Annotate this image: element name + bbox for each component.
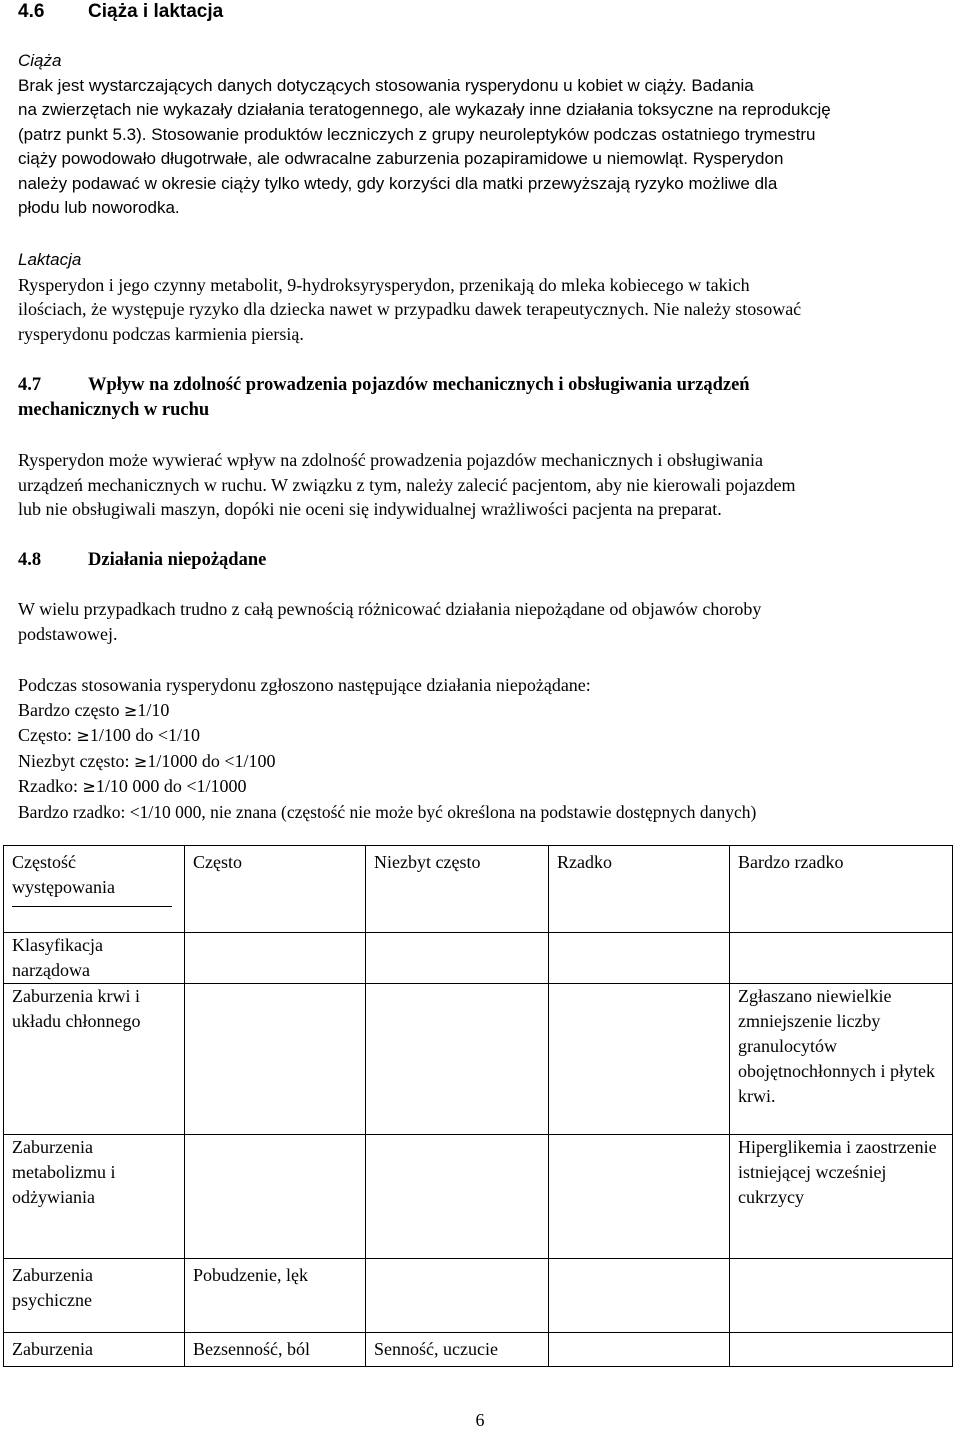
table-row	[4, 1333, 953, 1367]
pregnancy-line: (patrz punkt 5.3). Stosowanie produktów leczniczych z grupy neuroleptyków podczas ostatniego trymestru	[18, 124, 816, 144]
cell-rare	[549, 1135, 730, 1259]
section-title: Wpływ na zdolność prowadzenia pojazdów mechanicznych i obsługiwania urządzeń	[88, 375, 750, 395]
lactation-heading: Laktacja	[18, 250, 82, 269]
cell-very-rare	[730, 1333, 953, 1367]
table-row	[4, 1135, 953, 1259]
header-frequency-cell	[4, 846, 185, 933]
organ-class: Zaburzenia metabolizmu i odżywiania	[4, 1135, 185, 1259]
reported-intro: Podczas stosowania rysperydonu zgłoszono następujące działania niepożądane:	[18, 675, 591, 695]
section-4-6-heading	[18, 0, 960, 25]
frequency-line: Niezbyt często: ≥1/1000 do <1/100	[18, 750, 276, 771]
organ-class: Zaburzenia psychiczne	[4, 1259, 185, 1333]
organ-class: Zaburzenia	[4, 1333, 185, 1367]
section-title: Działania niepożądane	[88, 550, 267, 570]
body-line: podstawowej.	[18, 623, 118, 644]
table-row	[4, 984, 953, 1135]
lactation-line: ilościach, że występuje ryzyko dla dziecka nawet w przypadku dawek terapeutycznych. Nie należy stosować	[18, 299, 802, 319]
lactation-line: rysperydonu podczas karmienia piersią.	[18, 323, 304, 344]
body-line: Rysperydon może wywierać wpływ na zdolność prowadzenia pojazdów mechanicznych i obsługiwania	[18, 450, 764, 470]
pregnancy-line: ciąży powodowało długotrwałe, ale odwracalne zaburzenia pozapiramidowe u niemowląt. Rysperydon	[18, 149, 784, 168]
frequency-label: Częstość występowania	[12, 850, 172, 907]
cell-often: Bezsenność, ból	[185, 1333, 366, 1367]
cell-uncommon	[366, 984, 549, 1135]
cell-very-rare	[730, 1259, 953, 1333]
cell-uncommon	[366, 1135, 549, 1259]
cell-rare	[549, 1333, 730, 1367]
table-header-row	[4, 846, 953, 933]
body-line: W wielu przypadkach trudno z całą pewnością różnicować działania niepożądane od objawów choroby	[18, 599, 762, 619]
body-line: urządzeń mechanicznych w ruchu. W związku z tym, należy zalecić pacjentom, aby nie kierowali pojazdem	[18, 474, 796, 495]
cell-uncommon	[366, 1259, 549, 1333]
classification-label: Klasyfikacja narządowa	[4, 933, 185, 984]
frequency-line: Bardzo rzadko: <1/10 000, nie znana (częstość nie może być określona na podstawie dostępnych danych)	[18, 801, 757, 822]
pregnancy-line: należy podawać w okresie ciąży tylko wtedy, gdy korzyści dla matki przewyższają ryzyko możliwe dla	[18, 173, 778, 193]
pregnancy-line: na zwierzętach nie wykazały działania teratogennego, ale wykazały inne działania toksyczne na reprodukcję	[18, 100, 831, 119]
organ-class: Zaburzenia krwi i układu chłonnego	[4, 984, 185, 1135]
section-title-cont: mechanicznych w ruchu	[18, 399, 210, 420]
pregnancy-heading: Ciąża	[18, 51, 62, 70]
frequency-line: Rzadko: ≥1/10 000 do <1/1000	[18, 776, 247, 796]
header-rare: Rzadko	[549, 846, 730, 933]
cell-very-rare: Zgłaszano niewielkie zmniejszenie liczby granulocytów obojętnochłonnych i płytek krwi.	[730, 984, 953, 1135]
section-number: 4.8	[18, 550, 42, 570]
cell-often	[185, 984, 366, 1135]
cell-rare	[549, 984, 730, 1135]
cell-often	[185, 1135, 366, 1259]
page-number: 6	[475, 1410, 485, 1430]
frequency-line: Bardzo często ≥1/10	[18, 699, 170, 720]
section-number: 4.6	[18, 1, 45, 22]
header-very-rare: Bardzo rzadko	[730, 846, 953, 933]
adverse-effects-table	[3, 845, 953, 1367]
table-row	[4, 1259, 953, 1333]
frequency-definitions	[18, 673, 960, 824]
section-4-8-intro	[18, 597, 960, 646]
lactation-section	[18, 248, 960, 346]
pregnancy-line: płodu lub noworodka.	[18, 198, 180, 217]
cell-uncommon: Senność, uczucie	[366, 1333, 549, 1367]
section-4-7-body	[18, 448, 960, 522]
pregnancy-section	[18, 49, 960, 221]
section-4-8-heading	[18, 548, 960, 573]
section-title: Ciąża i laktacja	[88, 1, 224, 22]
lactation-line: Rysperydon i jego czynny metabolit, 9-hydroksyrysperydon, przenikają do mleka kobiecego w takich	[18, 274, 750, 295]
pregnancy-line: Brak jest wystarczających danych dotyczących stosowania rysperydonu u kobiet w ciąży. Badania	[18, 75, 754, 95]
body-line: lub nie obsługiwali maszyn, dopóki nie oceni się indywidualnej wrażliwości pacjenta na preparat.	[18, 499, 722, 519]
cell-rare	[549, 1259, 730, 1333]
frequency-line: Często: ≥1/100 do <1/10	[18, 725, 201, 745]
cell-often: Pobudzenie, lęk	[185, 1259, 366, 1333]
header-uncommon: Niezbyt często	[366, 846, 549, 933]
table-subheader-row	[4, 933, 953, 984]
section-4-7-heading	[18, 373, 960, 422]
section-number: 4.7	[18, 375, 42, 395]
header-often: Często	[185, 846, 366, 933]
cell-very-rare: Hiperglikemia i zaostrzenie istniejącej wcześniej cukrzycy	[730, 1135, 953, 1259]
